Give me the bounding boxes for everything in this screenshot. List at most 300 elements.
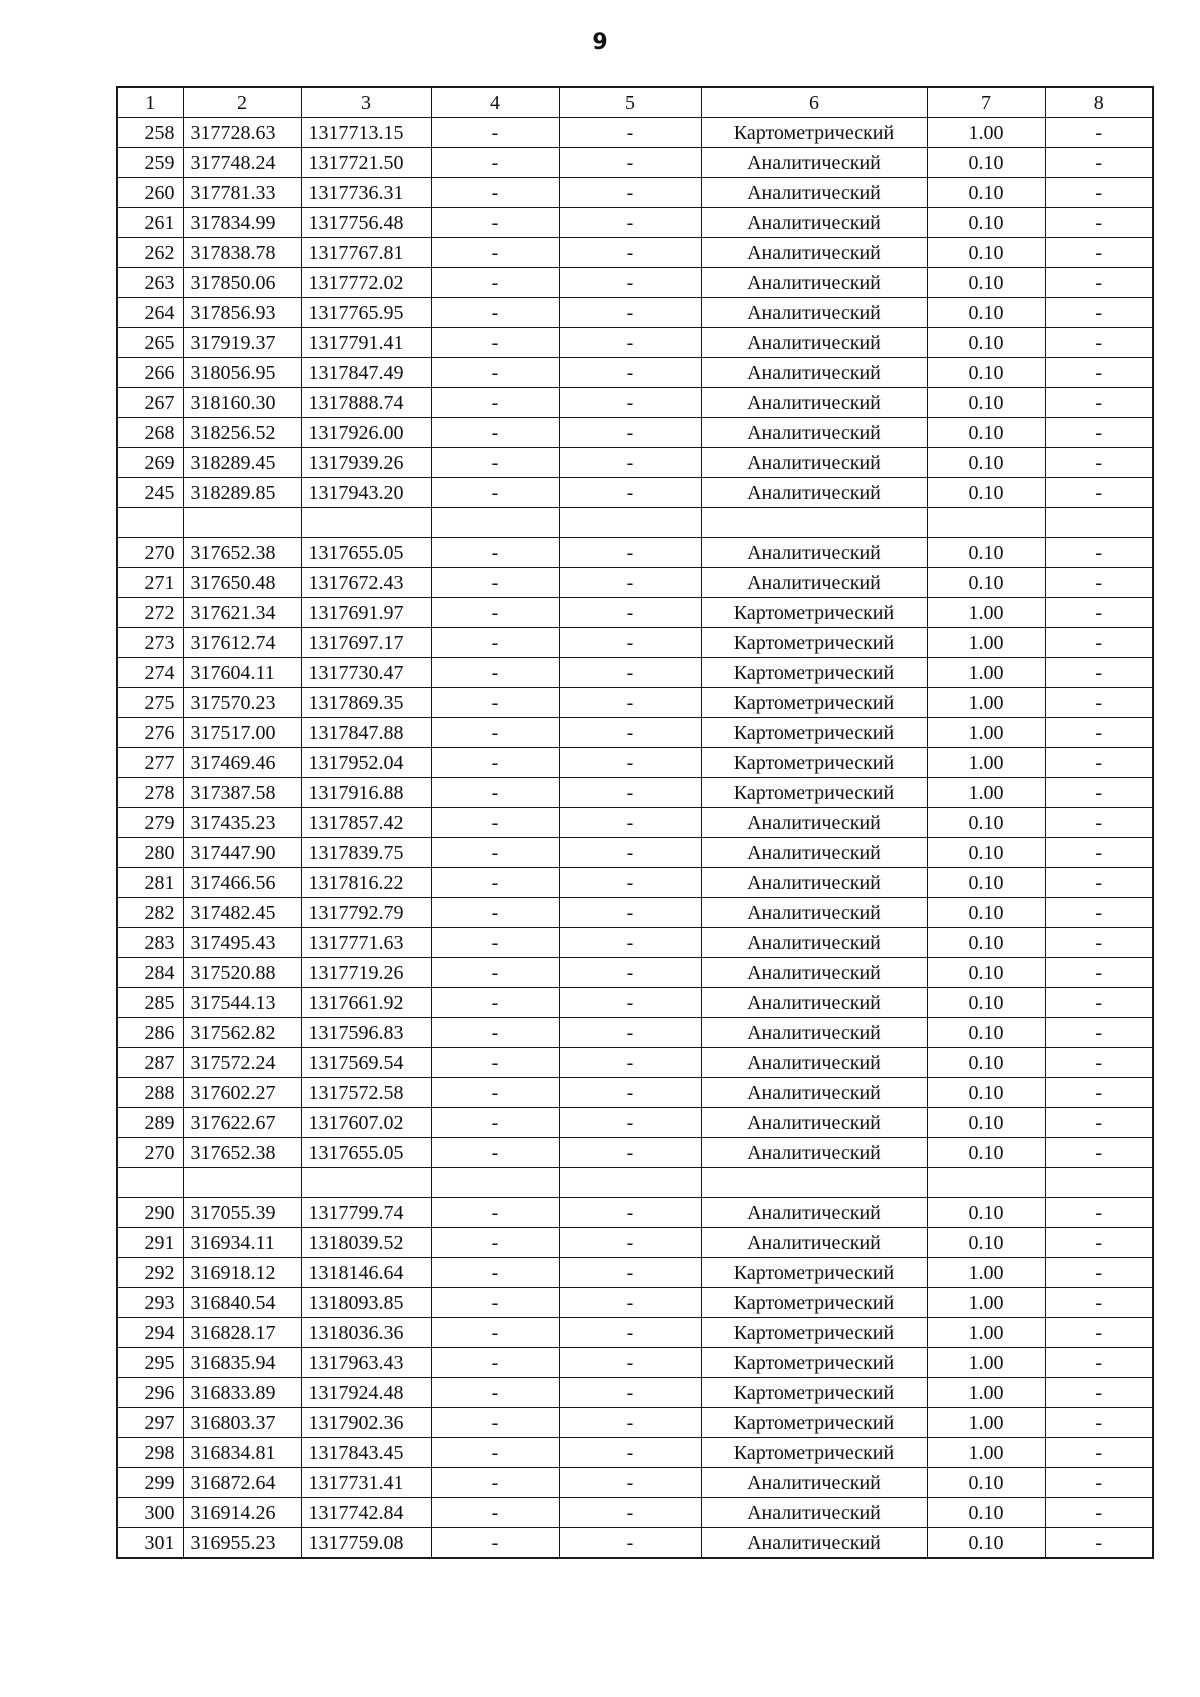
method-cell: Аналитический <box>701 298 927 328</box>
accuracy-cell: 0.10 <box>927 928 1045 958</box>
method-cell: Аналитический <box>701 1138 927 1168</box>
accuracy-cell: 1.00 <box>927 688 1045 718</box>
accuracy-cell: 0.10 <box>927 1048 1045 1078</box>
y-coordinate-cell: 1317771.63 <box>301 928 431 958</box>
col-4-value-cell: - <box>431 568 559 598</box>
point-number-cell: 293 <box>117 1288 183 1318</box>
col-5-value-cell: - <box>559 958 701 988</box>
method-cell: Аналитический <box>701 1108 927 1138</box>
point-number-cell: 283 <box>117 928 183 958</box>
y-coordinate-cell: 1317697.17 <box>301 628 431 658</box>
y-coordinate-cell: 1317607.02 <box>301 1108 431 1138</box>
table-row <box>117 628 1153 658</box>
method-cell: Аналитический <box>701 568 927 598</box>
y-coordinate-cell: 1317759.08 <box>301 1528 431 1559</box>
x-coordinate-cell: 316828.17 <box>183 1318 301 1348</box>
col-8-value-cell: - <box>1045 1018 1153 1048</box>
col-5-value-cell: - <box>559 1348 701 1378</box>
accuracy-cell: 0.10 <box>927 178 1045 208</box>
method-cell: Аналитический <box>701 928 927 958</box>
x-coordinate-cell: 317838.78 <box>183 238 301 268</box>
table-row <box>117 658 1153 688</box>
point-number-cell: 260 <box>117 178 183 208</box>
table-row <box>117 1078 1153 1108</box>
col-5-value-cell: - <box>559 808 701 838</box>
col-8-value-cell: - <box>1045 418 1153 448</box>
x-coordinate-cell: 317650.48 <box>183 568 301 598</box>
col-8-value-cell: - <box>1045 1288 1153 1318</box>
table-row <box>117 1528 1153 1559</box>
col-4-value-cell: - <box>431 1078 559 1108</box>
table-row <box>117 1048 1153 1078</box>
point-number-cell: 286 <box>117 1018 183 1048</box>
col-8-value-cell: - <box>1045 298 1153 328</box>
col-5-value-cell: - <box>559 988 701 1018</box>
col-4-value-cell: - <box>431 178 559 208</box>
point-number-cell: 289 <box>117 1108 183 1138</box>
table-row <box>117 1378 1153 1408</box>
x-coordinate-cell: 317447.90 <box>183 838 301 868</box>
col-8-value-cell: - <box>1045 928 1153 958</box>
x-coordinate-cell: 317856.93 <box>183 298 301 328</box>
point-number-cell: 271 <box>117 568 183 598</box>
method-cell: Картометрический <box>701 658 927 688</box>
col-8-value-cell: - <box>1045 658 1153 688</box>
accuracy-cell: 0.10 <box>927 1198 1045 1228</box>
table-row <box>117 208 1153 238</box>
col-8-value-cell: - <box>1045 1468 1153 1498</box>
col-5-value-cell: - <box>559 1528 701 1559</box>
y-coordinate-cell: 1317731.41 <box>301 1468 431 1498</box>
col-8-value-cell: - <box>1045 1378 1153 1408</box>
col-4-value-cell: - <box>431 628 559 658</box>
method-cell: Картометрический <box>701 1378 927 1408</box>
x-coordinate-cell: 317621.34 <box>183 598 301 628</box>
x-coordinate-cell: 317850.06 <box>183 268 301 298</box>
x-coordinate-cell: 316872.64 <box>183 1468 301 1498</box>
x-coordinate-cell: 317572.24 <box>183 1048 301 1078</box>
accuracy-cell: 0.10 <box>927 1108 1045 1138</box>
method-cell: Аналитический <box>701 988 927 1018</box>
col-5-value-cell: - <box>559 418 701 448</box>
accuracy-cell: 0.10 <box>927 898 1045 928</box>
col-4-value-cell: - <box>431 1018 559 1048</box>
col-8-value-cell: - <box>1045 898 1153 928</box>
y-coordinate-cell: 1317772.02 <box>301 268 431 298</box>
col-5-value-cell: - <box>559 538 701 568</box>
table-row <box>117 388 1153 418</box>
col-8-value-cell: - <box>1045 1528 1153 1559</box>
col-5-value-cell: - <box>559 658 701 688</box>
x-coordinate-cell: 317469.46 <box>183 748 301 778</box>
point-number-cell <box>117 1168 183 1198</box>
point-number-cell: 299 <box>117 1468 183 1498</box>
table-row <box>117 1498 1153 1528</box>
x-coordinate-cell: 317612.74 <box>183 628 301 658</box>
point-number-cell: 268 <box>117 418 183 448</box>
accuracy-cell: 0.10 <box>927 208 1045 238</box>
y-coordinate-cell: 1318146.64 <box>301 1258 431 1288</box>
method-cell: Аналитический <box>701 1228 927 1258</box>
x-coordinate-cell: 317495.43 <box>183 928 301 958</box>
col-4-value-cell: - <box>431 778 559 808</box>
point-number-cell: 292 <box>117 1258 183 1288</box>
col-5-value-cell: - <box>559 208 701 238</box>
y-coordinate-cell: 1317916.88 <box>301 778 431 808</box>
col-8-value-cell: - <box>1045 1438 1153 1468</box>
col-8-value-cell: - <box>1045 1108 1153 1138</box>
y-coordinate-cell: 1318093.85 <box>301 1288 431 1318</box>
col-8-value-cell: - <box>1045 1198 1153 1228</box>
col-4-value-cell: - <box>431 1468 559 1498</box>
col-8-value-cell: - <box>1045 1048 1153 1078</box>
x-coordinate-cell <box>183 508 301 538</box>
table-body <box>117 118 1153 1559</box>
method-cell: Картометрический <box>701 748 927 778</box>
x-coordinate-cell: 316833.89 <box>183 1378 301 1408</box>
x-coordinate-cell: 317482.45 <box>183 898 301 928</box>
method-cell: Аналитический <box>701 1498 927 1528</box>
col-5-value-cell: - <box>559 178 701 208</box>
col-8-value-cell: - <box>1045 358 1153 388</box>
col-4-value-cell: - <box>431 268 559 298</box>
col-8-value-cell: - <box>1045 1138 1153 1168</box>
point-number-cell: 272 <box>117 598 183 628</box>
col-8-value-cell: - <box>1045 778 1153 808</box>
method-cell: Аналитический <box>701 328 927 358</box>
column-header-7: 7 <box>927 87 1045 118</box>
method-cell: Картометрический <box>701 1258 927 1288</box>
y-coordinate-cell: 1317799.74 <box>301 1198 431 1228</box>
y-coordinate-cell: 1317816.22 <box>301 868 431 898</box>
table-row <box>117 718 1153 748</box>
accuracy-cell <box>927 1168 1045 1198</box>
table-row <box>117 1108 1153 1138</box>
table-header <box>117 87 1153 118</box>
col-5-value-cell: - <box>559 1258 701 1288</box>
table-row <box>117 598 1153 628</box>
col-5-value-cell: - <box>559 148 701 178</box>
y-coordinate-cell: 1317672.43 <box>301 568 431 598</box>
method-cell: Аналитический <box>701 238 927 268</box>
table-row <box>117 298 1153 328</box>
x-coordinate-cell: 317748.24 <box>183 148 301 178</box>
accuracy-cell: 0.10 <box>927 358 1045 388</box>
accuracy-cell: 0.10 <box>927 238 1045 268</box>
col-4-value-cell: - <box>431 1228 559 1258</box>
y-coordinate-cell: 1317767.81 <box>301 238 431 268</box>
y-coordinate-cell: 1317572.58 <box>301 1078 431 1108</box>
col-5-value-cell: - <box>559 838 701 868</box>
col-4-value-cell: - <box>431 748 559 778</box>
accuracy-cell: 1.00 <box>927 778 1045 808</box>
y-coordinate-cell: 1317792.79 <box>301 898 431 928</box>
table-row <box>117 1348 1153 1378</box>
col-4-value-cell: - <box>431 988 559 1018</box>
x-coordinate-cell: 317604.11 <box>183 658 301 688</box>
col-5-value-cell: - <box>559 868 701 898</box>
y-coordinate-cell: 1317596.83 <box>301 1018 431 1048</box>
point-number-cell: 300 <box>117 1498 183 1528</box>
accuracy-cell: 0.10 <box>927 268 1045 298</box>
point-number-cell: 301 <box>117 1528 183 1559</box>
point-number-cell: 287 <box>117 1048 183 1078</box>
column-header-2: 2 <box>183 87 301 118</box>
col-4-value-cell: - <box>431 1258 559 1288</box>
table-row <box>117 448 1153 478</box>
column-header-6: 6 <box>701 87 927 118</box>
col-5-value-cell: - <box>559 778 701 808</box>
col-5-value-cell <box>559 508 701 538</box>
accuracy-cell: 1.00 <box>927 1438 1045 1468</box>
point-number-cell: 281 <box>117 868 183 898</box>
table-row <box>117 1258 1153 1288</box>
col-5-value-cell: - <box>559 1108 701 1138</box>
col-8-value-cell: - <box>1045 478 1153 508</box>
table-row <box>117 238 1153 268</box>
point-number-cell: 262 <box>117 238 183 268</box>
col-8-value-cell: - <box>1045 838 1153 868</box>
y-coordinate-cell: 1317924.48 <box>301 1378 431 1408</box>
accuracy-cell: 1.00 <box>927 748 1045 778</box>
x-coordinate-cell: 316914.26 <box>183 1498 301 1528</box>
column-header-3: 3 <box>301 87 431 118</box>
accuracy-cell: 1.00 <box>927 1258 1045 1288</box>
y-coordinate-cell: 1317721.50 <box>301 148 431 178</box>
accuracy-cell: 0.10 <box>927 838 1045 868</box>
point-number-cell: 298 <box>117 1438 183 1468</box>
accuracy-cell: 0.10 <box>927 1078 1045 1108</box>
method-cell: Аналитический <box>701 868 927 898</box>
y-coordinate-cell: 1317719.26 <box>301 958 431 988</box>
x-coordinate-cell: 316840.54 <box>183 1288 301 1318</box>
col-8-value-cell: - <box>1045 118 1153 148</box>
x-coordinate-cell: 317781.33 <box>183 178 301 208</box>
y-coordinate-cell: 1317742.84 <box>301 1498 431 1528</box>
table-row <box>117 1318 1153 1348</box>
y-coordinate-cell: 1317902.36 <box>301 1408 431 1438</box>
table-row <box>117 418 1153 448</box>
y-coordinate-cell: 1317939.26 <box>301 448 431 478</box>
col-5-value-cell: - <box>559 898 701 928</box>
col-5-value-cell: - <box>559 478 701 508</box>
y-coordinate-cell: 1317847.88 <box>301 718 431 748</box>
col-5-value-cell: - <box>559 718 701 748</box>
col-4-value-cell: - <box>431 1288 559 1318</box>
y-coordinate-cell: 1317730.47 <box>301 658 431 688</box>
col-8-value-cell: - <box>1045 988 1153 1018</box>
table-row <box>117 1138 1153 1168</box>
method-cell: Картометрический <box>701 1288 927 1318</box>
table-row <box>117 988 1153 1018</box>
separator-row <box>117 1168 1153 1198</box>
accuracy-cell: 0.10 <box>927 1468 1045 1498</box>
col-5-value-cell: - <box>559 1138 701 1168</box>
point-number-cell <box>117 508 183 538</box>
table-row <box>117 268 1153 298</box>
col-8-value-cell: - <box>1045 598 1153 628</box>
point-number-cell: 280 <box>117 838 183 868</box>
table-row <box>117 958 1153 988</box>
col-4-value-cell: - <box>431 358 559 388</box>
method-cell: Аналитический <box>701 478 927 508</box>
accuracy-cell <box>927 508 1045 538</box>
x-coordinate-cell: 317055.39 <box>183 1198 301 1228</box>
col-4-value-cell: - <box>431 868 559 898</box>
y-coordinate-cell <box>301 508 431 538</box>
col-4-value-cell: - <box>431 148 559 178</box>
y-coordinate-cell: 1317847.49 <box>301 358 431 388</box>
col-8-value-cell: - <box>1045 1078 1153 1108</box>
col-4-value-cell: - <box>431 1378 559 1408</box>
col-5-value-cell: - <box>559 298 701 328</box>
point-number-cell: 285 <box>117 988 183 1018</box>
col-4-value-cell: - <box>431 328 559 358</box>
col-5-value-cell: - <box>559 1498 701 1528</box>
point-number-cell: 296 <box>117 1378 183 1408</box>
x-coordinate-cell: 317834.99 <box>183 208 301 238</box>
point-number-cell: 261 <box>117 208 183 238</box>
x-coordinate-cell: 318256.52 <box>183 418 301 448</box>
point-number-cell: 264 <box>117 298 183 328</box>
col-4-value-cell: - <box>431 928 559 958</box>
table-row <box>117 748 1153 778</box>
point-number-cell: 295 <box>117 1348 183 1378</box>
x-coordinate-cell: 316955.23 <box>183 1528 301 1559</box>
col-4-value-cell: - <box>431 538 559 568</box>
x-coordinate-cell: 318289.85 <box>183 478 301 508</box>
accuracy-cell: 1.00 <box>927 1318 1045 1348</box>
method-cell: Картометрический <box>701 778 927 808</box>
table-row <box>117 838 1153 868</box>
col-8-value-cell: - <box>1045 1498 1153 1528</box>
col-8-value-cell: - <box>1045 748 1153 778</box>
method-cell: Картометрический <box>701 598 927 628</box>
table-row <box>117 868 1153 898</box>
method-cell: Аналитический <box>701 1468 927 1498</box>
separator-row <box>117 508 1153 538</box>
accuracy-cell: 1.00 <box>927 1288 1045 1318</box>
col-8-value-cell: - <box>1045 268 1153 298</box>
accuracy-cell: 0.10 <box>927 148 1045 178</box>
point-number-cell: 282 <box>117 898 183 928</box>
method-cell: Аналитический <box>701 538 927 568</box>
col-8-value-cell: - <box>1045 808 1153 838</box>
method-cell: Аналитический <box>701 388 927 418</box>
col-4-value-cell: - <box>431 1048 559 1078</box>
accuracy-cell: 0.10 <box>927 448 1045 478</box>
col-4-value-cell: - <box>431 718 559 748</box>
table-row <box>117 178 1153 208</box>
col-8-value-cell: - <box>1045 1258 1153 1288</box>
y-coordinate-cell: 1317655.05 <box>301 538 431 568</box>
table-row <box>117 928 1153 958</box>
method-cell: Аналитический <box>701 268 927 298</box>
x-coordinate-cell: 317622.67 <box>183 1108 301 1138</box>
method-cell: Аналитический <box>701 178 927 208</box>
accuracy-cell: 0.10 <box>927 328 1045 358</box>
table-row <box>117 778 1153 808</box>
y-coordinate-cell: 1317869.35 <box>301 688 431 718</box>
col-4-value-cell: - <box>431 418 559 448</box>
x-coordinate-cell: 317728.63 <box>183 118 301 148</box>
accuracy-cell: 1.00 <box>927 658 1045 688</box>
x-coordinate-cell: 317466.56 <box>183 868 301 898</box>
point-number-cell: 265 <box>117 328 183 358</box>
col-8-value-cell: - <box>1045 448 1153 478</box>
accuracy-cell: 0.10 <box>927 1228 1045 1258</box>
x-coordinate-cell: 317517.00 <box>183 718 301 748</box>
col-4-value-cell: - <box>431 1318 559 1348</box>
x-coordinate-cell: 316834.81 <box>183 1438 301 1468</box>
table-row <box>117 148 1153 178</box>
method-cell: Картометрический <box>701 628 927 658</box>
y-coordinate-cell: 1317661.92 <box>301 988 431 1018</box>
col-5-value-cell: - <box>559 358 701 388</box>
col-8-value-cell: - <box>1045 178 1153 208</box>
col-5-value-cell: - <box>559 928 701 958</box>
col-5-value-cell: - <box>559 1048 701 1078</box>
col-8-value-cell: - <box>1045 1348 1153 1378</box>
method-cell: Аналитический <box>701 1078 927 1108</box>
method-cell: Аналитический <box>701 1048 927 1078</box>
table-row <box>117 328 1153 358</box>
accuracy-cell: 0.10 <box>927 958 1045 988</box>
col-8-value-cell: - <box>1045 868 1153 898</box>
col-4-value-cell: - <box>431 658 559 688</box>
table-row <box>117 1228 1153 1258</box>
method-cell: Аналитический <box>701 958 927 988</box>
col-4-value-cell: - <box>431 478 559 508</box>
col-8-value-cell: - <box>1045 1318 1153 1348</box>
col-4-value-cell: - <box>431 688 559 718</box>
column-header-5: 5 <box>559 87 701 118</box>
col-4-value-cell: - <box>431 238 559 268</box>
point-number-cell: 279 <box>117 808 183 838</box>
point-number-cell: 270 <box>117 1138 183 1168</box>
col-5-value-cell: - <box>559 268 701 298</box>
col-5-value-cell: - <box>559 1288 701 1318</box>
x-coordinate-cell: 317919.37 <box>183 328 301 358</box>
method-cell: Картометрический <box>701 718 927 748</box>
col-4-value-cell: - <box>431 388 559 418</box>
point-number-cell: 294 <box>117 1318 183 1348</box>
col-4-value-cell: - <box>431 958 559 988</box>
point-number-cell: 284 <box>117 958 183 988</box>
y-coordinate-cell: 1317857.42 <box>301 808 431 838</box>
x-coordinate-cell <box>183 1168 301 1198</box>
y-coordinate-cell: 1317756.48 <box>301 208 431 238</box>
point-number-cell: 263 <box>117 268 183 298</box>
page-number: 9 <box>592 30 608 55</box>
table-row <box>117 688 1153 718</box>
table-row <box>117 1018 1153 1048</box>
accuracy-cell: 1.00 <box>927 118 1045 148</box>
y-coordinate-cell: 1317943.20 <box>301 478 431 508</box>
x-coordinate-cell: 316803.37 <box>183 1408 301 1438</box>
col-4-value-cell: - <box>431 838 559 868</box>
col-4-value-cell: - <box>431 808 559 838</box>
y-coordinate-cell: 1317888.74 <box>301 388 431 418</box>
y-coordinate-cell: 1317713.15 <box>301 118 431 148</box>
col-4-value-cell <box>431 1168 559 1198</box>
y-coordinate-cell: 1317843.45 <box>301 1438 431 1468</box>
point-number-cell: 291 <box>117 1228 183 1258</box>
col-5-value-cell: - <box>559 1198 701 1228</box>
x-coordinate-cell: 318056.95 <box>183 358 301 388</box>
col-5-value-cell: - <box>559 1018 701 1048</box>
accuracy-cell: 0.10 <box>927 1018 1045 1048</box>
